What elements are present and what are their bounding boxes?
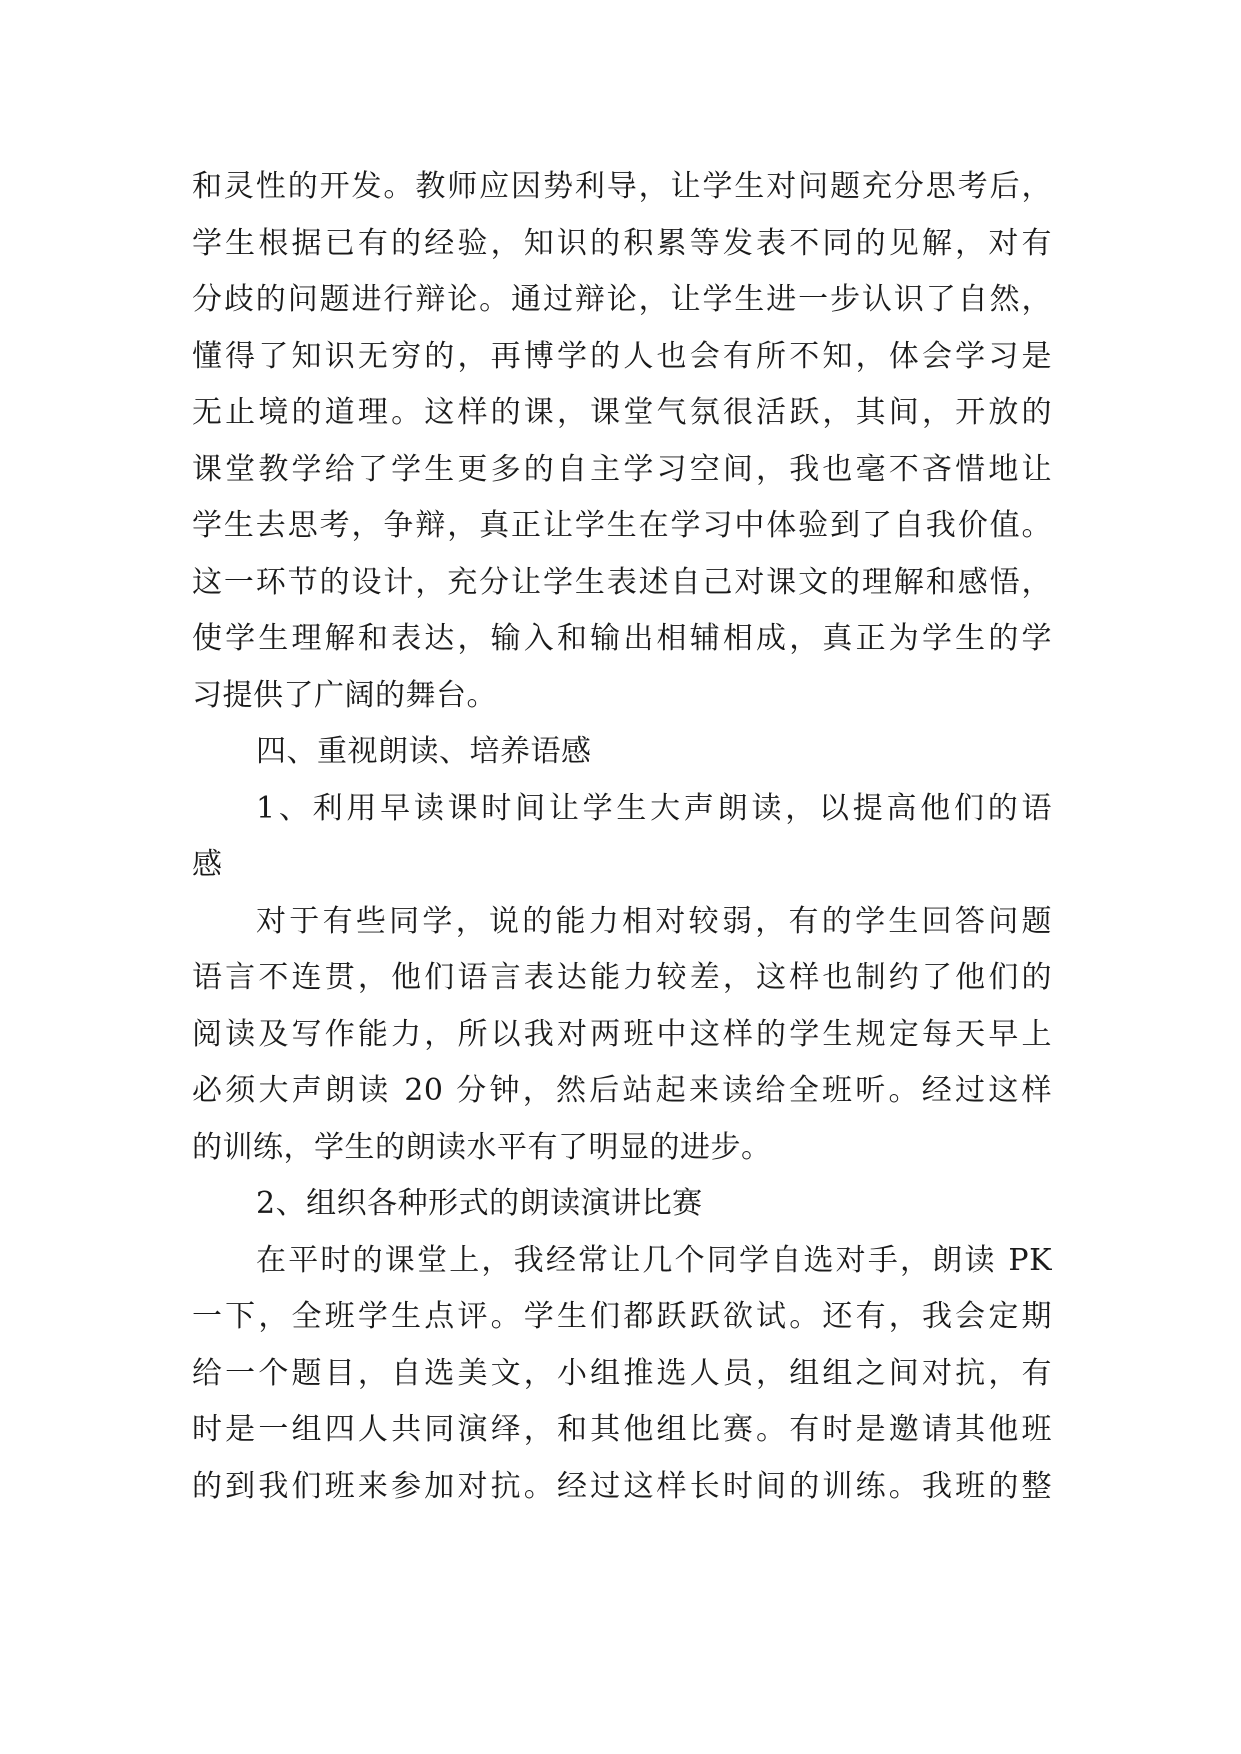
document-body <box>192 159 1052 1515</box>
text-line: 这一环节的设计，充分让学生表述自己对课文的理解和感悟， <box>192 564 1052 600</box>
text-line: 2、组织各种形式的朗读演讲比赛 <box>256 1186 703 1221</box>
text-line: 一下，全班学生点评。学生们都跃跃欲试。还有，我会定期 <box>192 1299 1052 1334</box>
text-line: 学生根据已有的经验，知识的积累等发表不同的见解，对有 <box>192 225 1052 261</box>
text-line: 学生去思考，争辩，真正让学生在学习中体验到了自我价值。 <box>192 508 1052 543</box>
text-line: 的到我们班来参加对抗。经过这样长时间的训练。我班的整 <box>192 1468 1052 1504</box>
text-line: 四、重视朗读、培养语感 <box>256 734 592 769</box>
text-line: 阅读及写作能力，所以我对两班中这样的学生规定每天早上 <box>192 1016 1052 1052</box>
text-line: 语言不连贯，他们语言表达能力较差，这样也制约了他们的 <box>192 960 1052 995</box>
text-line: 1、利用早读课时间让学生大声朗读，以提高他们的语 <box>256 790 1052 826</box>
text-line: 使学生理解和表达，输入和输出相辅相成，真正为学生的学 <box>192 621 1052 656</box>
text-line: 课堂教学给了学生更多的自主学习空间，我也毫不吝惜地让 <box>192 451 1052 487</box>
text-line: 必须大声朗读 20 分钟，然后站起来读给全班听。经过这样 <box>192 1073 1052 1108</box>
text-line: 懂得了知识无穷的，再博学的人也会有所不知，体会学习是 <box>192 338 1052 374</box>
text-line: 感 <box>192 847 223 882</box>
text-line: 的训练，学生的朗读水平有了明显的进步。 <box>192 1129 772 1165</box>
text-line: 时是一组四人共同演绎，和其他组比赛。有时是邀请其他班 <box>192 1412 1052 1447</box>
text-line: 分歧的问题进行辩论。通过辩论，让学生进一步认识了自然， <box>192 282 1052 317</box>
text-line: 对于有些同学，说的能力相对较弱，有的学生回答问题 <box>256 903 1052 939</box>
text-line: 和灵性的开发。教师应因势利导，让学生对问题充分思考后， <box>192 169 1052 204</box>
text-line: 在平时的课堂上，我经常让几个同学自选对手，朗读 PK <box>256 1242 1052 1278</box>
text-line: 习提供了广阔的舞台。 <box>192 677 497 713</box>
text-line: 无止境的道理。这样的课，课堂气氛很活跃，其间，开放的 <box>192 395 1052 430</box>
text-line: 给一个题目，自选美文，小组推选人员，组组之间对抗，有 <box>192 1355 1052 1391</box>
